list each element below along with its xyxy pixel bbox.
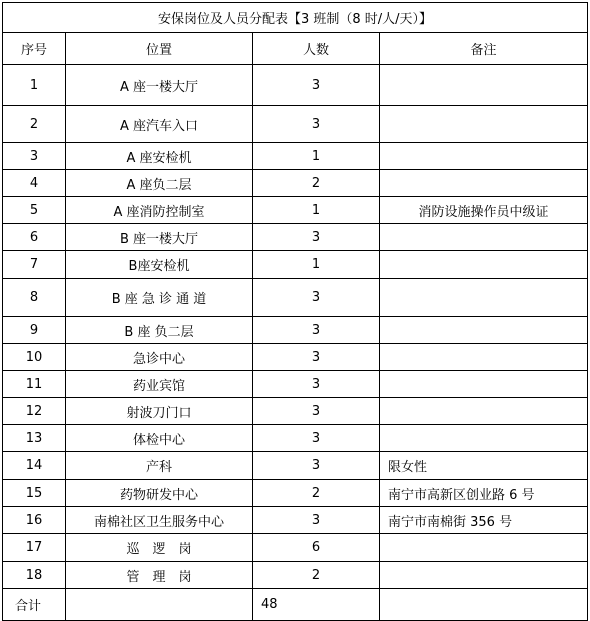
table-row: [3, 197, 588, 224]
row-count: 3: [253, 371, 380, 398]
row-position: 南棉社区卫生服务中心: [66, 507, 253, 534]
total-empty-position: [66, 589, 253, 621]
row-count: 3: [253, 317, 380, 344]
row-note: [380, 143, 588, 170]
row-no: 12: [3, 398, 66, 425]
row-position: 射波刀门口: [66, 398, 253, 425]
table-row: [3, 371, 588, 398]
row-position: 药业宾馆: [66, 371, 253, 398]
header-row: [3, 33, 588, 65]
row-no: 13: [3, 425, 66, 452]
row-count: 3: [253, 344, 380, 371]
total-count: 48: [253, 589, 380, 621]
table-row: [3, 170, 588, 197]
row-count: 2: [253, 562, 380, 589]
row-count: 1: [253, 197, 380, 224]
row-count: 3: [253, 452, 380, 480]
row-position: 体检中心: [66, 425, 253, 452]
row-no: 2: [3, 106, 66, 143]
row-count: 6: [253, 534, 380, 562]
table-row: [3, 224, 588, 251]
staff-allocation-table: [2, 2, 588, 621]
row-note: [380, 534, 588, 562]
row-no: 11: [3, 371, 66, 398]
row-no: 18: [3, 562, 66, 589]
row-note: [380, 371, 588, 398]
row-no: 4: [3, 170, 66, 197]
row-position: B 座 负二层: [66, 317, 253, 344]
table-row: [3, 562, 588, 589]
title-row: [3, 3, 588, 33]
row-position: 巡 逻 岗: [66, 534, 253, 562]
row-note: [380, 170, 588, 197]
total-row: [3, 589, 588, 621]
row-position: B 座 急 诊 通 道: [66, 279, 253, 317]
row-position: A 座汽车入口: [66, 106, 253, 143]
row-note: [380, 251, 588, 279]
row-count: 2: [253, 170, 380, 197]
row-count: 3: [253, 507, 380, 534]
row-position: A 座负二层: [66, 170, 253, 197]
table-title: 安保岗位及人员分配表【3 班制（8 时/人/天）】: [3, 3, 588, 33]
row-count: 3: [253, 224, 380, 251]
table-row: [3, 106, 588, 143]
row-note: 南宁市高新区创业路 6 号: [380, 480, 588, 507]
row-no: 9: [3, 317, 66, 344]
row-no: 10: [3, 344, 66, 371]
row-position: A 座消防控制室: [66, 197, 253, 224]
row-count: 1: [253, 251, 380, 279]
row-count: 3: [253, 106, 380, 143]
total-empty-note: [380, 589, 588, 621]
row-note: 限女性: [380, 452, 588, 480]
row-note: [380, 65, 588, 106]
row-note: [380, 562, 588, 589]
table-body: [3, 65, 588, 589]
row-count: 3: [253, 425, 380, 452]
row-no: 17: [3, 534, 66, 562]
row-no: 15: [3, 480, 66, 507]
row-no: 7: [3, 251, 66, 279]
row-position: 产科: [66, 452, 253, 480]
row-note: [380, 425, 588, 452]
table-row: [3, 279, 588, 317]
table-row: [3, 317, 588, 344]
table-row: [3, 425, 588, 452]
table-row: [3, 398, 588, 425]
table-row: [3, 65, 588, 106]
table-row: [3, 507, 588, 534]
row-note: [380, 317, 588, 344]
row-note: [380, 106, 588, 143]
row-position: 管 理 岗: [66, 562, 253, 589]
table-row: [3, 143, 588, 170]
row-count: 1: [253, 143, 380, 170]
row-no: 8: [3, 279, 66, 317]
header-position: 位置: [66, 33, 253, 65]
row-position: B座安检机: [66, 251, 253, 279]
row-count: 2: [253, 480, 380, 507]
row-position: 急诊中心: [66, 344, 253, 371]
total-label: 合计: [3, 589, 66, 621]
row-no: 6: [3, 224, 66, 251]
row-no: 3: [3, 143, 66, 170]
row-count: 3: [253, 279, 380, 317]
header-no: 序号: [3, 33, 66, 65]
table-row: [3, 452, 588, 480]
row-position: 药物研发中心: [66, 480, 253, 507]
row-note: [380, 398, 588, 425]
row-no: 16: [3, 507, 66, 534]
header-note: 备注: [380, 33, 588, 65]
row-no: 5: [3, 197, 66, 224]
row-count: 3: [253, 65, 380, 106]
row-position: A 座安检机: [66, 143, 253, 170]
row-count: 3: [253, 398, 380, 425]
table-row: [3, 480, 588, 507]
row-note: 南宁市南棉街 356 号: [380, 507, 588, 534]
row-no: 1: [3, 65, 66, 106]
row-note: [380, 279, 588, 317]
table-row: [3, 251, 588, 279]
table-row: [3, 534, 588, 562]
row-position: B 座一楼大厅: [66, 224, 253, 251]
row-note: [380, 224, 588, 251]
row-no: 14: [3, 452, 66, 480]
row-note: [380, 344, 588, 371]
header-count: 人数: [253, 33, 380, 65]
row-position: A 座一楼大厅: [66, 65, 253, 106]
row-note: 消防设施操作员中级证: [380, 197, 588, 224]
table-row: [3, 344, 588, 371]
